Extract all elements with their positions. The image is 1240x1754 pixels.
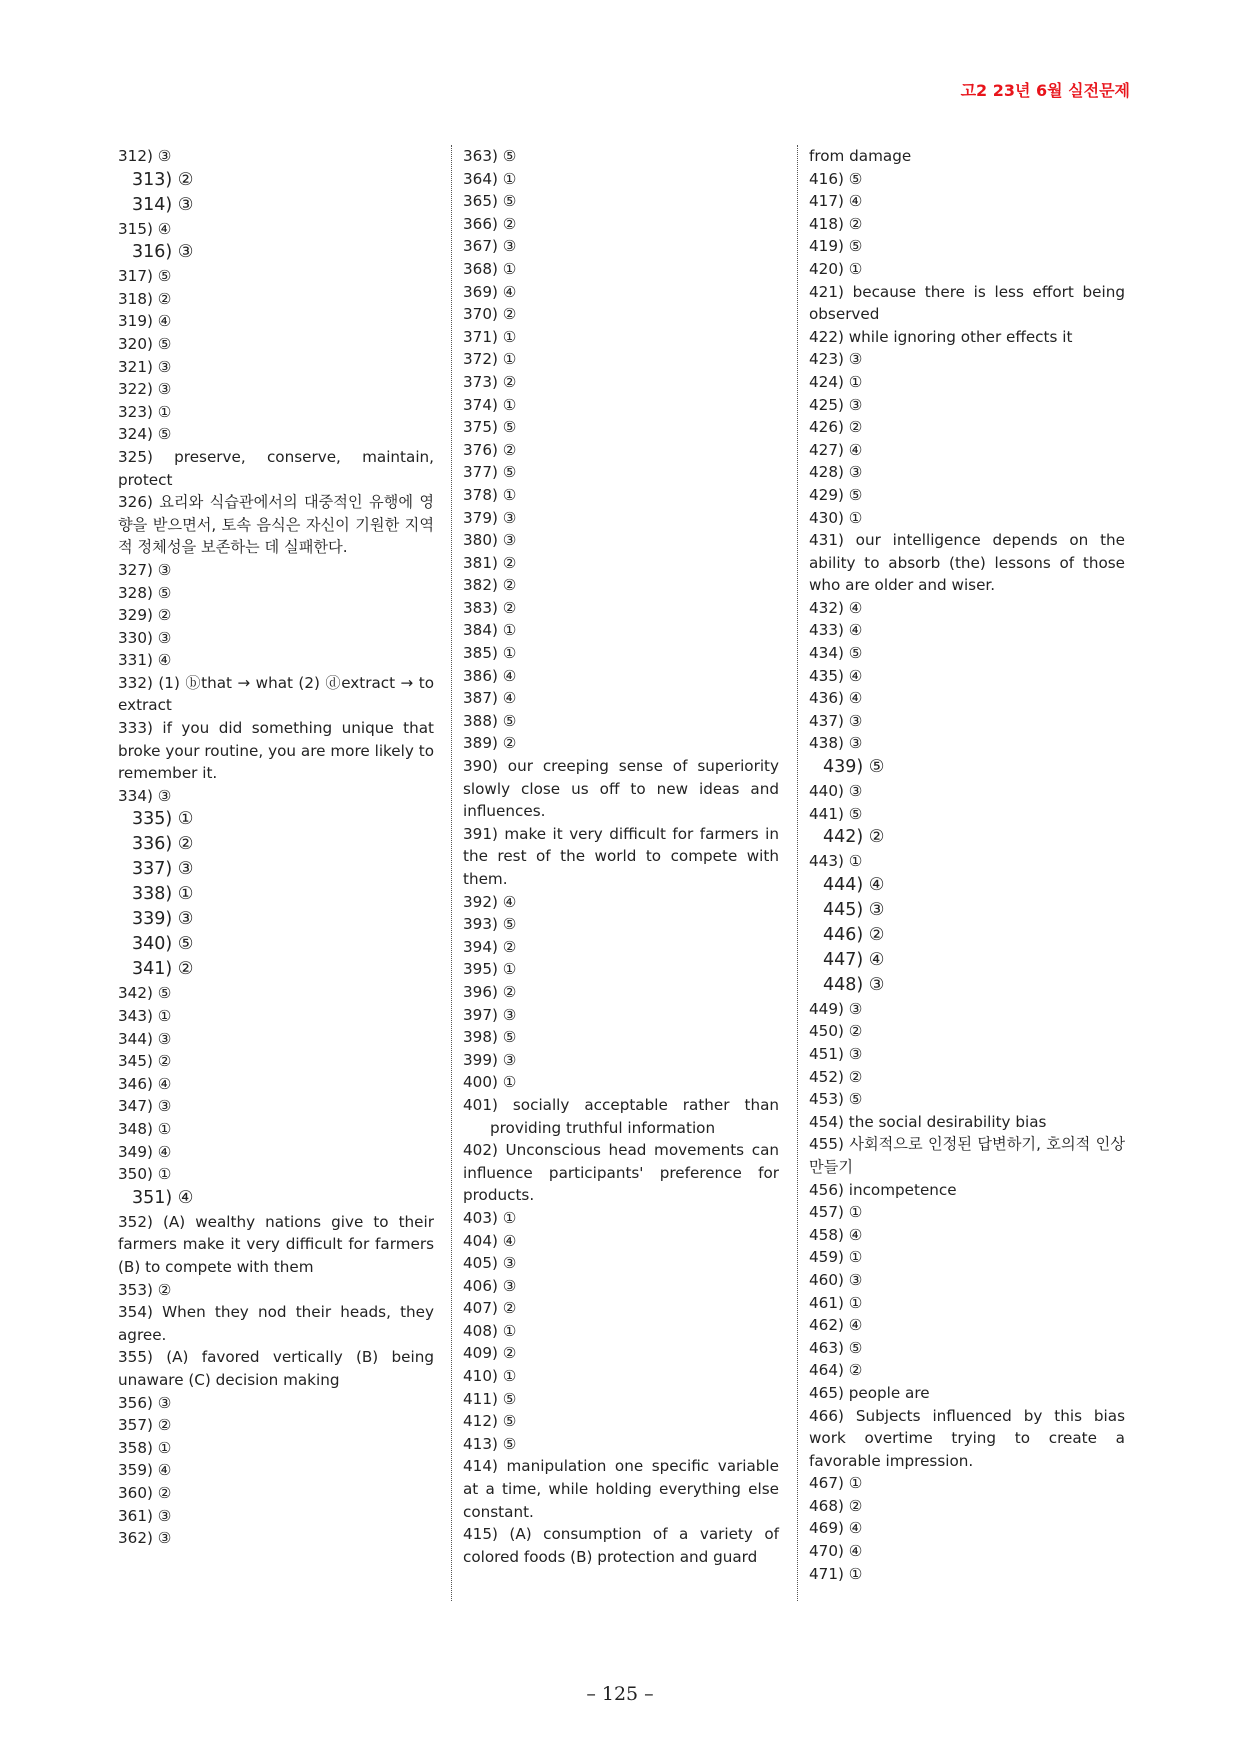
answer-item: 337) ③ <box>132 859 194 880</box>
answer-item: 375) ⑤ <box>463 418 517 437</box>
answer-item: 401) socially acceptable rather than providing truthful information <box>463 1095 779 1137</box>
answer-item: 379) ③ <box>463 508 517 527</box>
answer-item: 353) ② <box>118 1280 172 1299</box>
answer-item: 382) ② <box>463 576 517 595</box>
answer-item: 331) ④ <box>118 651 172 670</box>
answer-item: 361) ③ <box>118 1506 172 1525</box>
answer-item: 424) ① <box>809 372 863 391</box>
answer-item: 362) ③ <box>118 1529 172 1548</box>
answer-item: 319) ④ <box>118 312 172 331</box>
answer-item: 458) ④ <box>809 1225 863 1244</box>
answer-item: 360) ② <box>118 1483 172 1502</box>
answer-item: 436) ④ <box>809 689 863 708</box>
answer-item: 315) ④ <box>118 219 172 238</box>
answer-item: 390) our creeping sense of superiority slowly close us off to new ideas and influences. <box>463 757 779 821</box>
answer-item: 358) ① <box>118 1438 172 1457</box>
answer-item: 423) ③ <box>809 350 863 369</box>
answer-item: 342) ⑤ <box>118 984 172 1003</box>
answer-item: 396) ② <box>463 982 517 1001</box>
answer-item: 373) ② <box>463 372 517 391</box>
answer-item: 325) preserve, conserve, maintain, protect <box>118 447 434 489</box>
answer-item: 415) (A) consumption of a variety of colored foods (B) protection and guard <box>463 1525 779 1566</box>
answer-item: 443) ① <box>809 852 863 871</box>
answer-item: 439) ⑤ <box>823 757 885 778</box>
answer-item: 381) ② <box>463 553 517 572</box>
answer-item: 338) ① <box>132 884 194 905</box>
answer-item: 452) ② <box>809 1067 863 1086</box>
answer-item: 459) ① <box>809 1248 863 1267</box>
answer-item: 446) ② <box>823 924 885 945</box>
page-number: – 125 – <box>586 1683 654 1705</box>
answer-item: 383) ② <box>463 598 517 617</box>
answer-item: 367) ③ <box>463 237 517 256</box>
answer-item: 402) Unconscious head movements can influence participants' preference for products. <box>463 1141 779 1205</box>
answer-item: 411) ⑤ <box>463 1389 517 1408</box>
answer-item: 384) ① <box>463 621 517 640</box>
answer-item: 397) ③ <box>463 1005 517 1024</box>
answer-item: 359) ④ <box>118 1461 172 1480</box>
answer-item: 463) ⑤ <box>809 1338 863 1357</box>
answer-item: 376) ② <box>463 440 517 459</box>
answer-item: 345) ② <box>118 1052 172 1071</box>
answer-item: 435) ④ <box>809 666 863 685</box>
answer-item: 428) ③ <box>809 463 863 482</box>
answer-item: 348) ① <box>118 1120 172 1138</box>
answer-item: 408) ① <box>463 1321 517 1340</box>
answer-item: 317) ⑤ <box>118 267 172 286</box>
answer-item: 448) ③ <box>823 974 885 995</box>
answer-item: 332) (1) ⓑthat → what (2) ⓓextract → to extract <box>118 673 434 715</box>
answer-item: 405) ③ <box>463 1254 517 1273</box>
answer-item: 449) ③ <box>809 999 863 1018</box>
answer-item: 400) ① <box>463 1073 517 1092</box>
answer-item: 363) ⑤ <box>463 147 517 165</box>
column-divider <box>451 145 452 1601</box>
answer-item: 391) make it very difficult for farmers in the rest of the world to compete with them. <box>463 824 779 888</box>
answer-item: 327) ③ <box>118 560 172 579</box>
answer-item: 377) ⑤ <box>463 463 517 482</box>
answer-item: 429) ⑤ <box>809 485 863 504</box>
answer-item: 394) ② <box>463 937 517 956</box>
answer-item: 398) ⑤ <box>463 1028 517 1047</box>
answer-item: 374) ① <box>463 395 517 414</box>
column-divider <box>797 145 798 1601</box>
answer-item: from damage <box>809 147 912 165</box>
answer-item: 364) ① <box>463 169 517 188</box>
answer-item: 469) ④ <box>809 1519 863 1538</box>
answer-item: 442) ② <box>823 827 885 848</box>
answer-item: 412) ⑤ <box>463 1412 517 1431</box>
answer-item: 322) ③ <box>118 380 172 399</box>
answer-column-1 <box>118 145 434 1550</box>
answer-item: 386) ④ <box>463 666 517 685</box>
answer-item: 447) ④ <box>823 949 885 970</box>
answer-item: 335) ① <box>132 809 194 830</box>
answer-item: 455) 사회적으로 인정된 답변하기, 호의적 인상 만들기 <box>809 1135 1125 1176</box>
answer-item: 445) ③ <box>823 899 885 920</box>
answer-item: 395) ① <box>463 960 517 979</box>
answer-item: 453) ⑤ <box>809 1090 863 1109</box>
answer-item: 365) ⑤ <box>463 192 517 211</box>
answer-item: 471) ① <box>809 1564 863 1583</box>
answer-item: 323) ① <box>118 402 172 421</box>
answer-column-2 <box>463 145 779 1568</box>
answer-item: 427) ④ <box>809 440 863 459</box>
answer-item: 316) ③ <box>132 242 194 263</box>
answer-item: 414) manipulation one specific variable at a time, while holding everything else constant. <box>463 1457 779 1521</box>
answer-item: 313) ② <box>132 169 194 190</box>
answer-item: 372) ① <box>463 350 517 369</box>
answer-item: 403) ① <box>463 1208 517 1227</box>
answer-item: 340) ⑤ <box>132 934 194 955</box>
answer-item: 413) ⑤ <box>463 1434 517 1453</box>
answer-item: 357) ② <box>118 1416 172 1435</box>
answer-item: 321) ③ <box>118 357 172 376</box>
answer-item: 369) ④ <box>463 282 517 301</box>
answer-item: 370) ② <box>463 305 517 324</box>
answer-item: 351) ④ <box>132 1187 194 1208</box>
answer-item: 465) people are <box>809 1383 930 1402</box>
answer-column-3 <box>809 145 1125 1585</box>
answer-item: 404) ④ <box>463 1231 517 1250</box>
answer-item: 409) ② <box>463 1344 517 1363</box>
answer-item: 467) ① <box>809 1474 863 1493</box>
answer-item: 326) 요리와 식습관에서의 대중적인 유행에 영향을 받으면서, 토속 음식은 자신이 기원한 지역적 정체성을 보존하는 데 실패한다. <box>118 493 434 557</box>
answer-item: 314) ③ <box>132 194 194 215</box>
answer-item: 392) ④ <box>463 892 517 911</box>
answer-item: 464) ② <box>809 1361 863 1380</box>
answer-item: 343) ① <box>118 1007 172 1026</box>
answer-item: 420) ① <box>809 259 863 278</box>
answer-item: 461) ① <box>809 1293 863 1312</box>
answer-item: 431) our intelligence depends on the ability to absorb (the) lessons of those who are older and wiser. <box>809 531 1125 595</box>
answer-item: 355) (A) favored vertically (B) being unaware (C) decision making <box>118 1348 434 1389</box>
answer-item: 406) ③ <box>463 1276 517 1295</box>
answer-item: 380) ③ <box>463 531 517 550</box>
answer-item: 441) ⑤ <box>809 804 863 823</box>
answer-item: 318) ② <box>118 289 172 308</box>
answer-item: 432) ④ <box>809 598 863 617</box>
answer-item: 440) ③ <box>809 782 863 801</box>
answer-item: 378) ① <box>463 485 517 504</box>
answer-item: 324) ⑤ <box>118 425 172 444</box>
answer-item: 456) incompetence <box>809 1180 957 1199</box>
answer-item: 328) ⑤ <box>118 583 172 602</box>
answer-item: 410) ① <box>463 1367 517 1386</box>
answer-item: 416) ⑤ <box>809 169 863 188</box>
answer-item: 334) ③ <box>118 786 172 805</box>
answer-item: 344) ③ <box>118 1029 172 1048</box>
answer-item: 371) ① <box>463 327 517 346</box>
answer-item: 418) ② <box>809 214 863 233</box>
answer-item: 450) ② <box>809 1022 863 1041</box>
answer-item: 354) When they nod their heads, they agree. <box>118 1303 434 1344</box>
answer-item: 425) ③ <box>809 395 863 414</box>
answer-item: 468) ② <box>809 1496 863 1515</box>
answer-item: 333) if you did something unique that broke your routine, you are more likely to remember it. <box>118 719 434 783</box>
answer-item: 329) ② <box>118 606 172 625</box>
answer-item: 407) ② <box>463 1299 517 1318</box>
answer-item: 336) ② <box>132 834 194 855</box>
answer-item: 368) ① <box>463 259 517 278</box>
answer-item: 430) ① <box>809 508 863 527</box>
answer-item: 356) ③ <box>118 1393 172 1412</box>
answer-item: 320) ⑤ <box>118 334 172 353</box>
answer-item: 352) (A) wealthy nations give to their farmers make it very difficult for farmers (B) to compete with them <box>118 1212 434 1276</box>
answer-item: 350) ① <box>118 1165 172 1184</box>
answer-item: 421) because there is less effort being observed <box>809 282 1125 324</box>
answer-item: 454) the social desirability bias <box>809 1112 1047 1131</box>
answer-item: 457) ① <box>809 1203 863 1222</box>
answer-item: 444) ④ <box>823 874 885 895</box>
answer-item: 399) ③ <box>463 1050 517 1069</box>
answer-item: 312) ③ <box>118 147 172 165</box>
answer-item: 470) ④ <box>809 1542 863 1561</box>
answer-item: 339) ③ <box>132 909 194 930</box>
answer-item: 417) ④ <box>809 192 863 211</box>
answer-item: 388) ⑤ <box>463 711 517 730</box>
answer-item: 460) ③ <box>809 1270 863 1289</box>
answer-item: 437) ③ <box>809 711 863 730</box>
answer-item: 434) ⑤ <box>809 644 863 663</box>
answer-item: 462) ④ <box>809 1316 863 1335</box>
answer-item: 346) ④ <box>118 1074 172 1093</box>
answer-item: 419) ⑤ <box>809 237 863 256</box>
answer-item: 341) ② <box>132 959 194 980</box>
answer-item: 366) ② <box>463 214 517 233</box>
answer-item: 349) ④ <box>118 1142 172 1161</box>
answer-item: 347) ③ <box>118 1097 172 1116</box>
answer-item: 433) ④ <box>809 621 863 640</box>
answer-item: 389) ② <box>463 734 517 753</box>
answer-item: 330) ③ <box>118 628 172 647</box>
answer-item: 438) ③ <box>809 734 863 753</box>
answer-item: 466) Subjects influenced by this bias work overtime trying to create a favorable impression. <box>809 1406 1125 1470</box>
answer-item: 451) ③ <box>809 1045 863 1063</box>
answer-item: 426) ② <box>809 418 863 437</box>
answer-item: 393) ⑤ <box>463 915 517 934</box>
answer-item: 422) while ignoring other effects it <box>809 327 1073 346</box>
page-header-title: 고2 23년 6월 실전문제 <box>960 81 1130 100</box>
answer-item: 387) ④ <box>463 689 517 708</box>
answer-item: 385) ① <box>463 644 517 663</box>
